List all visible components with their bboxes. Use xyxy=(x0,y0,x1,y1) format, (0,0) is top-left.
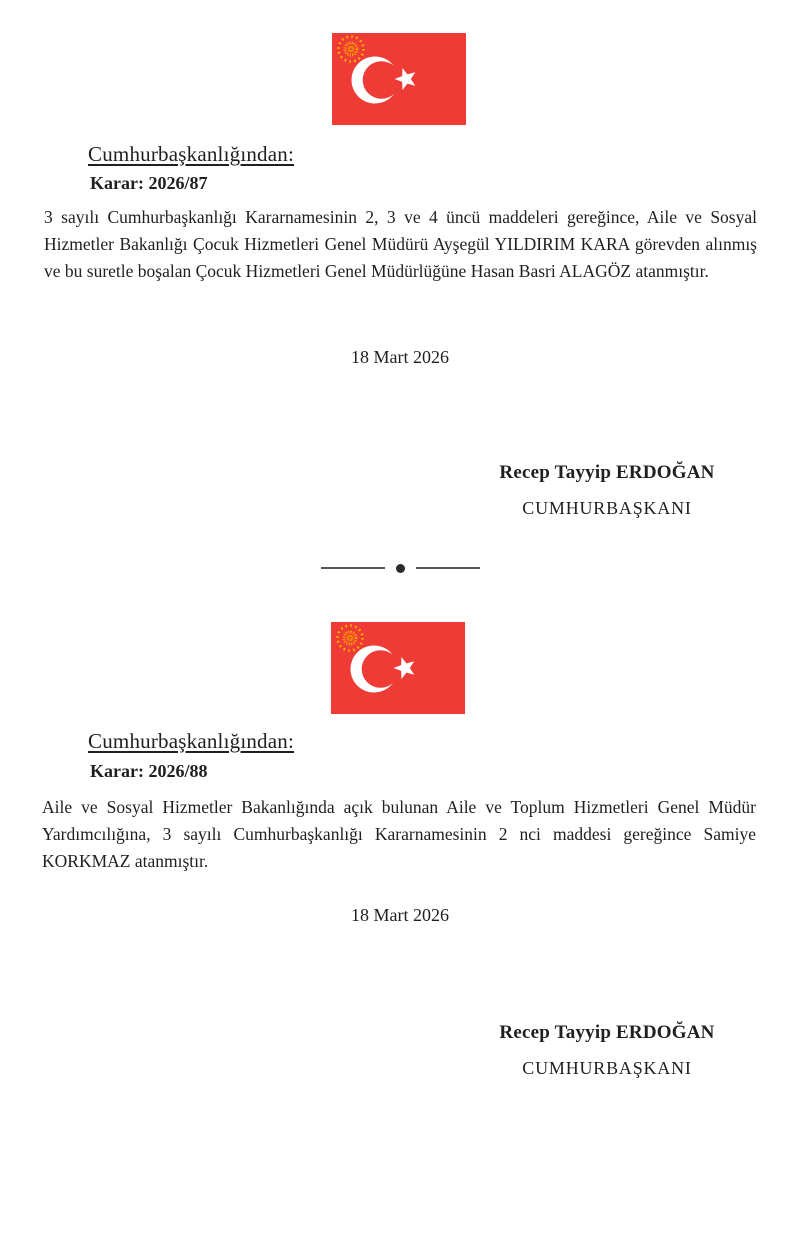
divider-line xyxy=(416,567,480,569)
decree-source-heading: Cumhurbaşkanlığından: xyxy=(88,729,295,753)
decree-date: 18 Mart 2026 xyxy=(351,905,449,925)
signer-name: Recep Tayyip ERDOĞAN xyxy=(499,462,715,483)
signer-name: Recep Tayyip ERDOĞAN xyxy=(499,1022,715,1043)
signature-block xyxy=(457,462,757,519)
turkish-presidential-flag-icon xyxy=(331,622,465,714)
turkish-presidential-flag-icon xyxy=(332,33,466,125)
divider-line xyxy=(321,567,385,569)
signer-title: CUMHURBAŞKANI xyxy=(522,498,692,518)
decree-body-text: Aile ve Sosyal Hizmetler Bakanlığında açık bulunan Aile ve Toplum Hizmetleri Genel Müdür Yardımcılığına, 3 sayılı Cumhurbaşkanlığı Kararnamesinin 2 nci maddesi gereğince Samiye KORKMAZ atanmıştır. xyxy=(42,797,756,871)
section-divider xyxy=(0,562,800,574)
decree-body-text: 3 sayılı Cumhurbaşkanlığı Kararnamesinin 2, 3 ve 4 üncü maddeleri gereğince, Aile ve Sosyal Hizmetler Bakanlığı Çocuk Hizmetleri Genel Müdürü Ayşegül YILDIRIM KARA görevden alınmış ve bu suretle boşalan Çocuk Hizmetleri Genel Müdürlüğüne Hasan Basri ALAGÖZ atanmıştır. xyxy=(44,207,757,281)
signature-block xyxy=(457,1022,757,1079)
decree-date: 18 Mart 2026 xyxy=(351,347,449,367)
signer-title: CUMHURBAŞKANI xyxy=(522,1058,692,1078)
divider-dot xyxy=(396,564,405,573)
decree-number: Karar: 2026/87 xyxy=(90,173,208,193)
decree-source-heading: Cumhurbaşkanlığından: xyxy=(88,142,295,166)
decree-number: Karar: 2026/88 xyxy=(90,761,208,781)
